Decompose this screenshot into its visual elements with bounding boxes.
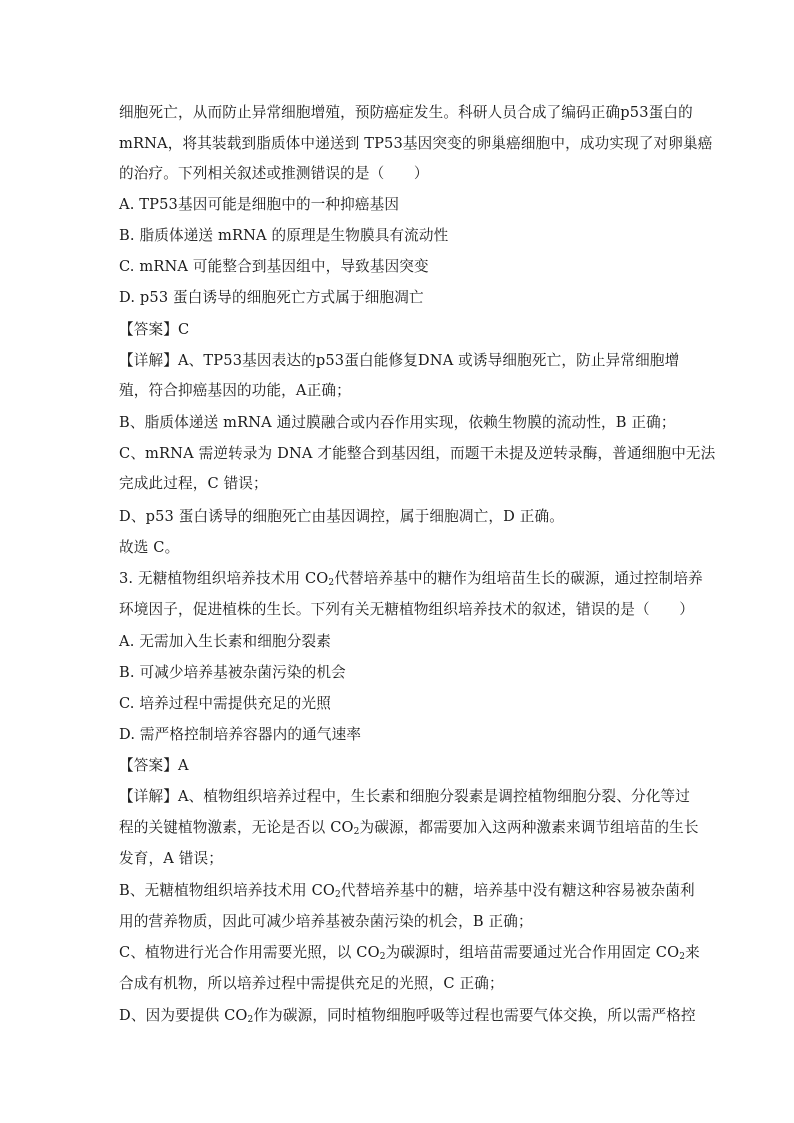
question-3-stem-line-1 (119, 569, 703, 589)
analysis-text: 来 (685, 944, 700, 961)
analysis-text: 为碳源，都需要加入这两种激素来调节组培苗的生长 (359, 819, 699, 836)
question-3-stem-line-2: 环境因子，促进植株的生长。下列有关无糖植物组织培养技术的叙述，错误的是（ ） (119, 601, 695, 618)
analysis-text: 为碳源时，组培苗需要通过光合作用固定 CO (385, 944, 680, 961)
question-3-option-d: D. 需严格控制培养容器内的通气速率 (119, 726, 362, 743)
question-2-option-b: B. 脂质体递送 mRNA 的原理是生物膜具有流动性 (119, 227, 449, 244)
question-3-analysis-line: 用的营养物质，因此可减少培养基被杂菌污染的机会，B 正确； (119, 913, 533, 930)
question-2-stem-line-3: 的治疗。下列相关叙述或推测错误的是（ ） (119, 165, 429, 182)
question-2-option-a: A. TP53基因可能是细胞中的一种抑癌基因 (119, 196, 400, 213)
question-3-analysis-line: 合成有机物，所以培养过程中需提供充足的光照，C 正确； (119, 975, 504, 992)
stem-text: 代替培养基中的糖作为组培苗生长的碳源，通过控制培养 (334, 570, 703, 587)
question-2-answer: 【答案】C (119, 321, 190, 338)
question-3-option-c: C. 培养过程中需提供充足的光照 (119, 695, 332, 712)
question-2-analysis-line: 完成此过程，C 错误； (119, 475, 268, 492)
question-3-analysis-line (119, 818, 699, 838)
question-2-analysis-line: 【详解】A、TP53基因表达的p53蛋白能修复DNA 或诱导细胞死亡，防止异常细胞增 (119, 352, 680, 369)
question-2-analysis-line: 殖，符合抑癌基因的功能，A正确； (119, 382, 351, 399)
subscript: 2 (247, 1015, 254, 1025)
subscript: 2 (335, 890, 341, 900)
stem-text: 3. 无糖植物组织培养技术用 CO (119, 570, 329, 587)
question-2-stem-line-2: mRNA，将其装载到脂质体中递送到 TP53基因突变的卵巢癌细胞中，成功实现了对卵巢癌 (119, 135, 713, 152)
question-2-analysis-line: B、脂质体递送 mRNA 通过膜融合或内吞作用实现，依赖生物膜的流动性，B 正确； (119, 414, 676, 431)
analysis-text: 程的关键植物激素，无论是否以 CO (119, 819, 354, 836)
question-2-analysis-line: D、p53 蛋白诱导的细胞死亡由基因调控，属于细胞凋亡，D 正确。 (119, 508, 564, 525)
question-3-analysis-line: 发育，A 错误； (119, 850, 223, 867)
subscript: 2 (353, 827, 360, 837)
subscript: 2 (328, 578, 335, 588)
question-3-option-b: B. 可减少培养基被杂菌污染的机会 (119, 664, 346, 681)
question-3-analysis-line: 【详解】A、植物组织培养过程中，生长素和细胞分裂素是调控植物细胞分裂、分化等过 (119, 788, 690, 805)
question-2-option-d: D. p53 蛋白诱导的细胞死亡方式属于细胞凋亡 (119, 289, 424, 306)
question-2-analysis-line: C、mRNA 需逆转录为 DNA 才能整合到基因组，而题干未提及逆转录酶，普通细胞中无法 (119, 445, 716, 462)
question-2-conclusion: 故选 C。 (119, 539, 180, 556)
question-3-analysis-line (119, 943, 700, 963)
analysis-text: D、因为要提供 CO (119, 1007, 248, 1024)
question-3-analysis-line (119, 1006, 696, 1026)
question-3-answer: 【答案】A (119, 757, 189, 774)
analysis-text: B、无糖植物组织培养技术用 CO (119, 882, 336, 899)
analysis-text: C、植物进行光合作用需要光照，以 CO (119, 944, 380, 961)
question-3-analysis-line (119, 881, 695, 901)
analysis-text: 作为碳源，同时植物细胞呼吸等过程也需要气体交换，所以需严格控 (253, 1007, 696, 1024)
question-3-option-a: A. 无需加入生长素和细胞分裂素 (119, 633, 331, 650)
question-2-option-c: C. mRNA 可能整合到基因组中，导致基因突变 (119, 258, 429, 275)
subscript: 2 (679, 952, 686, 962)
analysis-text: 代替培养基中的糖，培养基中没有糖这种容易被杂菌利 (340, 882, 695, 899)
subscript: 2 (379, 952, 386, 962)
question-2-stem-line-1: 细胞死亡，从而防止异常细胞增殖，预防癌症发生。科研人员合成了编码正确p53蛋白的 (119, 104, 693, 121)
